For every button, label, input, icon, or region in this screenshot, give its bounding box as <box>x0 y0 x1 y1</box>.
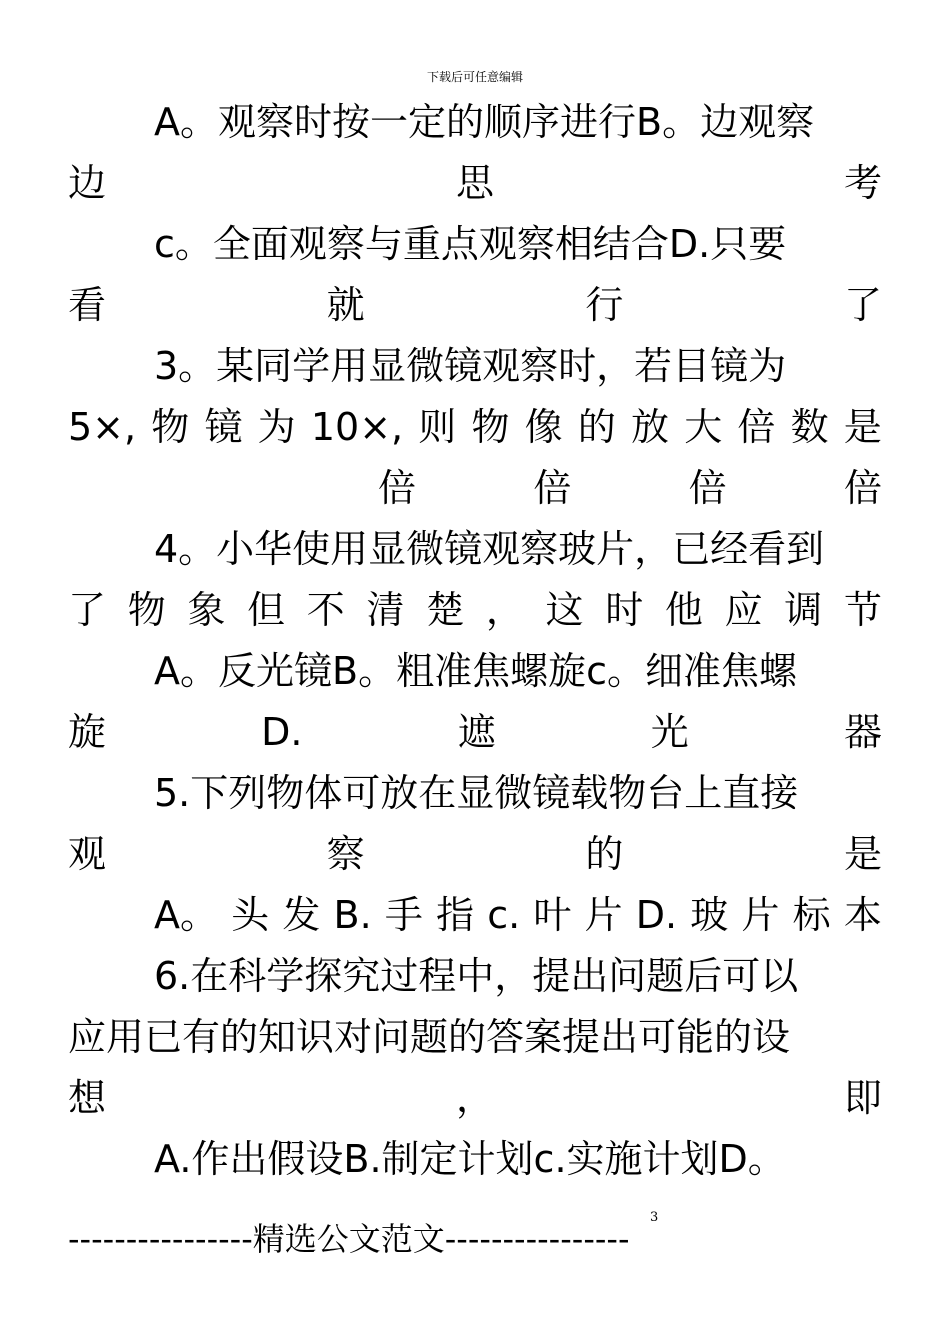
text-line-14 <box>68 885 882 946</box>
word: 看 <box>68 283 107 327</box>
header-note: 下载后可任意编辑 <box>426 70 523 84</box>
word: 就 <box>326 283 365 327</box>
word: 这 <box>545 588 584 632</box>
word: 察 <box>326 832 365 876</box>
word: 倍 <box>737 405 776 449</box>
word: 不 <box>306 588 345 632</box>
word: 物 <box>127 588 166 632</box>
word: 想 <box>68 1076 107 1120</box>
word: 片 <box>584 893 623 937</box>
word: 边 <box>68 161 107 205</box>
word: 光 <box>650 710 689 754</box>
word: 清 <box>366 588 405 632</box>
text-line-2 <box>68 153 882 214</box>
text-line-6 <box>68 397 882 458</box>
word: 是 <box>843 832 882 876</box>
text-line-4 <box>68 275 882 336</box>
word: D. <box>261 710 303 754</box>
word: 指 <box>436 893 475 937</box>
text-line-1: A。观察时按一定的顺序进行B。边观察 <box>154 100 815 144</box>
word: 他 <box>664 588 703 632</box>
text-line-13 <box>68 824 882 885</box>
text-line-9 <box>68 580 882 641</box>
text-line-11 <box>68 702 882 763</box>
word: 时 <box>605 588 644 632</box>
word: 应 <box>724 588 763 632</box>
word: 则 <box>418 405 457 449</box>
word: 观 <box>68 832 107 876</box>
word: 象 <box>187 588 226 632</box>
word: 倍 <box>533 466 572 510</box>
word: ， <box>455 1076 494 1120</box>
word: 的 <box>585 832 624 876</box>
word: 倍 <box>378 466 417 510</box>
word: 玻 <box>690 893 729 937</box>
word: 头 <box>231 893 270 937</box>
text-line-18: A.作出假设B.制定计划c.实施计划D。 <box>154 1137 786 1181</box>
word: 但 <box>247 588 286 632</box>
word: 5×, <box>68 405 137 449</box>
text-line-10: A。反光镜B。粗准焦螺旋c。细准焦螺 <box>154 649 797 693</box>
text-line-16: 应用已有的知识对问题的答案提出可能的设 <box>68 1015 791 1059</box>
word: 镜 <box>204 405 243 449</box>
footer-banner: ----------------精选公文范文---------------- <box>68 1220 630 1258</box>
word: 考 <box>843 161 882 205</box>
text-line-5: 3。某同学用显微镜观察时，若目镜为 <box>154 344 787 388</box>
word: 叶 <box>533 893 572 937</box>
word: 即 <box>843 1076 882 1120</box>
word: 器 <box>843 710 882 754</box>
word: 放 <box>631 405 670 449</box>
text-line-15: 6.在科学探究过程中，提出问题后可以 <box>154 954 799 998</box>
word: 物 <box>151 405 190 449</box>
word: 旋 <box>68 710 107 754</box>
text-line-8: 4。小华使用显微镜观察玻片，已经看到 <box>154 527 825 571</box>
word: 倍 <box>688 466 727 510</box>
word: 了 <box>68 588 107 632</box>
word: 手 <box>384 893 423 937</box>
word: 10×, <box>310 405 404 449</box>
text-line-12: 5.下列物体可放在显微镜载物台上直接 <box>154 771 799 815</box>
word: 遮 <box>457 710 496 754</box>
word: 发 <box>282 893 321 937</box>
word: 像 <box>524 405 563 449</box>
word: A。 <box>154 893 218 937</box>
word: 是 <box>843 405 882 449</box>
word: 数 <box>790 405 829 449</box>
word: B. <box>333 893 372 937</box>
word: 大 <box>684 405 723 449</box>
word: D. <box>635 893 678 937</box>
word: 了 <box>843 283 882 327</box>
text-line-17 <box>68 1068 882 1129</box>
word: 倍 <box>843 466 882 510</box>
word: 行 <box>585 283 624 327</box>
text-line-7 <box>68 458 882 519</box>
document-body <box>68 92 882 1190</box>
text-line-3: c。全面观察与重点观察相结合D.只要 <box>154 222 787 266</box>
word: 思 <box>455 161 494 205</box>
word: 节 <box>843 588 882 632</box>
word: ， <box>485 588 524 632</box>
page-number: 3 <box>650 1210 659 1225</box>
word: 片 <box>741 893 780 937</box>
word: 物 <box>471 405 510 449</box>
word: 标 <box>792 893 831 937</box>
word: c. <box>487 893 521 937</box>
word: 的 <box>577 405 616 449</box>
word: 调 <box>784 588 823 632</box>
word: 楚 <box>426 588 465 632</box>
word: 为 <box>257 405 296 449</box>
word: 本 <box>843 893 882 937</box>
